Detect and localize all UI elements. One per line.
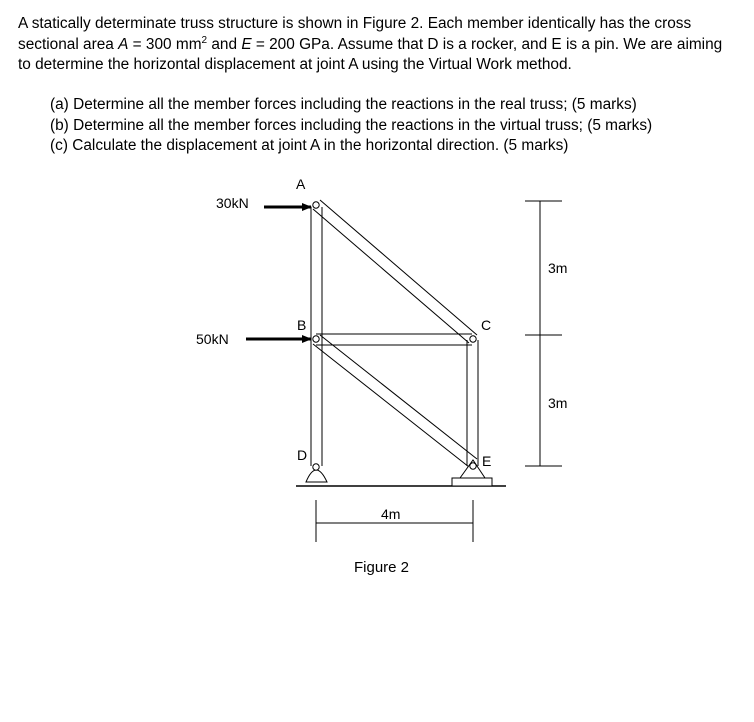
part-a: (a) Determine all the member forces including the reactions in the real truss; (5 marks) <box>50 96 637 113</box>
part-b: (b) Determine all the member forces including the reactions in the virtual truss; (5 marks) <box>50 116 653 134</box>
load-label-30kN: 30kN <box>216 195 249 211</box>
vertical-dimension <box>525 201 562 466</box>
joint-label-E: E <box>482 453 492 469</box>
dim-label-upper: 3m <box>548 260 568 276</box>
load-label-50kN: 50kN <box>196 331 229 347</box>
figure-caption: Figure 2 <box>354 559 410 576</box>
joint-label-D: D <box>297 447 308 463</box>
member-BC <box>316 334 472 345</box>
member-AC <box>313 200 477 343</box>
joint-B-pin <box>313 336 319 342</box>
rocker-support-D <box>306 464 327 482</box>
joint-label-C: C <box>481 317 492 333</box>
joint-label-A: A <box>296 176 306 192</box>
dim-label-lower: 3m <box>548 395 568 411</box>
dim-label-width: 4m <box>381 506 401 522</box>
part-c: (c) Calculate the displacement at joint A in the horizontal direction. (5 marks) <box>50 137 569 154</box>
joint-A-pin <box>313 202 319 208</box>
problem-statement: A statically determinate truss structure is shown in Figure 2. Each member identically has the cross sectional area A = 300 $mm^2$ and E = 200 GPa. Assume that D is a rocker, and E is a pin. We are aiming to determine the horizontal displacement at joint A using the Virtual Work method. <box>18 15 723 73</box>
member-BE <box>313 335 477 467</box>
joint-label-B: B <box>297 317 307 333</box>
joint-C-pin <box>470 336 476 342</box>
member-CE <box>467 340 478 466</box>
